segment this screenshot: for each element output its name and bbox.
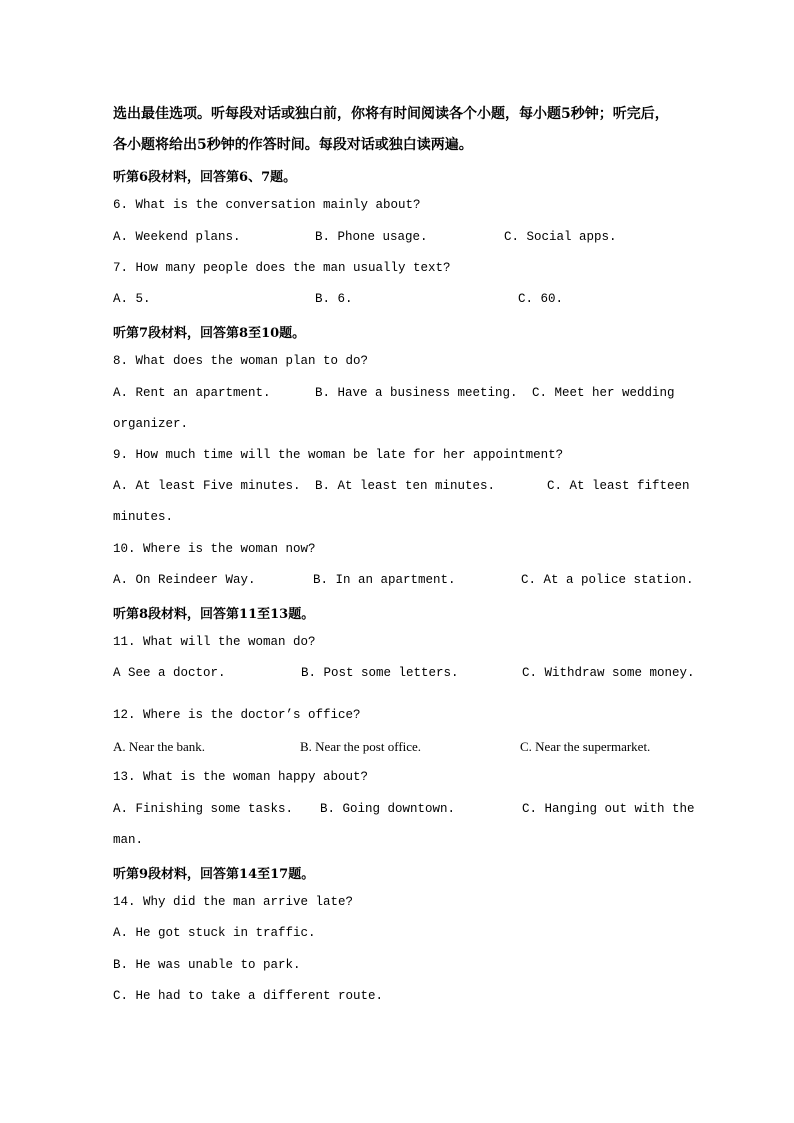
question-13-stem: 13. What is the woman happy about? <box>113 770 369 784</box>
question-9-option-a: A. At least Five minutes. <box>113 479 301 493</box>
question-14-option-c: C. He had to take a different route. <box>113 989 384 1003</box>
question-12-option-c: C. Near the supermarket. <box>520 739 651 754</box>
question-11-option-b: B. Post some letters. <box>301 666 459 680</box>
question-12-option-b: B. Near the post office. <box>300 739 422 754</box>
question-10-stem: 10. Where is the woman now? <box>113 542 316 556</box>
section-heading-7: 听第7段材料，回答第8至10题。 <box>113 326 306 341</box>
question-7-option-a: A. 5. <box>113 292 151 306</box>
question-10-option-c: C. At a police station. <box>521 573 694 587</box>
question-14-option-a: A. He got stuck in traffic. <box>113 926 316 940</box>
question-9-stem: 9. How much time will the woman be late for her appointment? <box>113 448 564 462</box>
question-6-option-b: B. Phone usage. <box>315 230 428 244</box>
question-8-option-c-continued: organizer. <box>113 417 189 431</box>
question-6-option-a: A. Weekend plans. <box>113 230 241 244</box>
question-12-stem: 12. Where is the doctor’s office? <box>113 708 361 722</box>
question-7-option-c: C. 60. <box>518 292 564 306</box>
question-6-stem: 6. What is the conversation mainly about? <box>113 198 421 212</box>
question-11-option-a: A See a doctor. <box>113 666 226 680</box>
question-8-stem: 8. What does the woman plan to do? <box>113 354 369 368</box>
question-12-option-a: A. Near the bank. <box>113 739 206 754</box>
section-heading-6: 听第6段材料，回答第6、7题。 <box>113 170 297 185</box>
question-9-option-c-continued: minutes. <box>113 510 174 524</box>
instructions-line-2: 各小题将给出5秒钟的作答时间。每段对话或独白读两遍。 <box>113 137 473 153</box>
section-heading-8: 听第8段材料，回答第11至13题。 <box>113 607 315 622</box>
question-10-option-b: B. In an apartment. <box>313 573 456 587</box>
question-6-option-c: C. Social apps. <box>504 230 617 244</box>
question-10-option-a: A. On Reindeer Way. <box>113 573 256 587</box>
question-8-option-c: C. Meet her wedding <box>532 386 675 400</box>
question-11-option-c: C. Withdraw some money. <box>522 666 695 680</box>
question-8-option-b: B. Have a business meeting. <box>315 386 518 400</box>
question-14-option-b: B. He was unable to park. <box>113 958 301 972</box>
question-8-option-a: A. Rent an apartment. <box>113 386 271 400</box>
question-9-option-c: C. At least fifteen <box>547 479 690 493</box>
question-11-stem: 11. What will the woman do? <box>113 635 316 649</box>
question-7-option-b: B. 6. <box>315 292 353 306</box>
question-7-stem: 7. How many people does the man usually text? <box>113 261 451 275</box>
instructions-line-1: 选出最佳选项。听每段对话或独白前，你将有时间阅读各个小题，每小题5秒钟；听完后， <box>113 106 669 122</box>
question-13-option-c-continued: man. <box>113 833 144 847</box>
question-13-option-b: B. Going downtown. <box>320 802 456 816</box>
question-13-option-a: A. Finishing some tasks. <box>113 802 294 816</box>
section-heading-9: 听第9段材料，回答第14至17题。 <box>113 867 315 882</box>
question-9-option-b: B. At least ten minutes. <box>315 479 496 493</box>
question-13-option-c: C. Hanging out with the <box>522 802 695 816</box>
question-14-stem: 14. Why did the man arrive late? <box>113 895 354 909</box>
